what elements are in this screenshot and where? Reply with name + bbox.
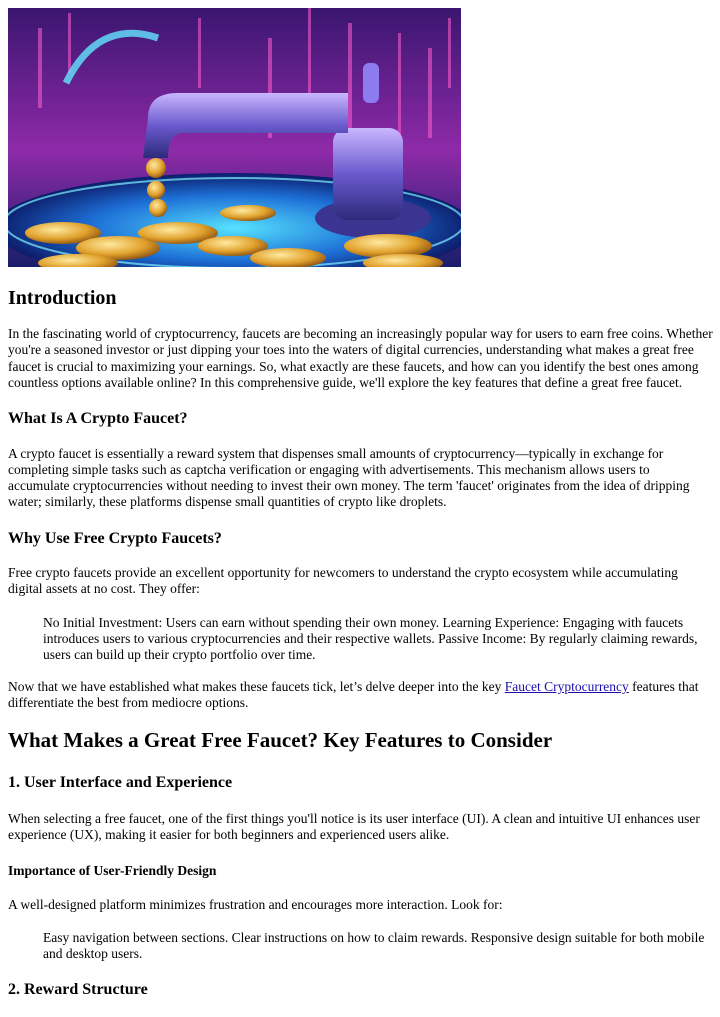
why-use-heading: Why Use Free Crypto Faucets? xyxy=(8,529,222,547)
reward-structure-heading: 2. Reward Structure xyxy=(8,980,148,998)
transition-text-after: features that differentiate the best from mediocre options. xyxy=(8,678,699,710)
what-is-faucet-paragraph: A crypto faucet is essentially a reward system that dispenses small amounts of cryptocurrency—typically in exchange for completing simple tasks such as captcha verification or engaging with advertisements. This mechanism allows users to accumulate cryptocurrencies without needing to invest their own money. The term 'faucet' originates from the idea of dripping water; similarly, these platforms dispense small quantities of crypto like droplets. xyxy=(8,445,690,510)
user-interface-heading: 1. User Interface and Experience xyxy=(8,774,233,792)
why-use-paragraph: Free crypto faucets provide an excellent opportunity for newcomers to understand the crypto ecosystem while accumulating digital assets at no cost. They offer: xyxy=(8,565,678,597)
benefits-list: No Initial Investment: Users can earn without spending their own money. Learning Experience: Engaging with faucets introduces users to various cryptocurrencies and their respective wallets. Passive Income: By regularly claiming rewards, users can build up their crypto portfolio over time. xyxy=(43,614,698,663)
transition-text-before: Now that we have established what makes these faucets tick, let’s delve deeper into the key xyxy=(8,678,505,694)
hero-image xyxy=(8,8,461,267)
introduction-heading: Introduction xyxy=(8,287,117,309)
user-interface-paragraph: When selecting a free faucet, one of the first things you'll notice is its user interface (UI). A clean and intuitive UI enhances user experience (UX), making it easier for both beginners and experienced users alike. xyxy=(8,810,700,843)
what-is-faucet-heading: What Is A Crypto Faucet? xyxy=(8,410,188,428)
transition-paragraph xyxy=(8,679,714,712)
key-features-heading: What Makes a Great Free Faucet? Key Features to Consider xyxy=(8,728,553,753)
user-friendly-design-paragraph: A well-designed platform minimizes frustration and encourages more interaction. Look for: xyxy=(8,896,503,912)
user-friendly-design-heading: Importance of User-Friendly Design xyxy=(8,863,217,879)
faucet-cryptocurrency-link[interactable]: Faucet Cryptocurrency xyxy=(504,678,629,694)
faucet-illustration xyxy=(8,8,461,267)
design-features-list: Easy navigation between sections. Clear instructions on how to claim rewards. Responsive design suitable for both mobile and desktop users. xyxy=(43,930,705,962)
introduction-paragraph: In the fascinating world of cryptocurrency, faucets are becoming an increasingly popular way for users to earn free coins. Whether you're a seasoned investor or just dipping your toes into the waters of digital currencies, understanding what makes a great free faucet is crucial to maximizing your earnings. So, what exactly are these faucets, and how can you identify the best ones among countless options available online? In this comprehensive guide, we'll explore the key features that define a great free faucet. xyxy=(8,326,713,390)
article-content xyxy=(8,280,714,999)
